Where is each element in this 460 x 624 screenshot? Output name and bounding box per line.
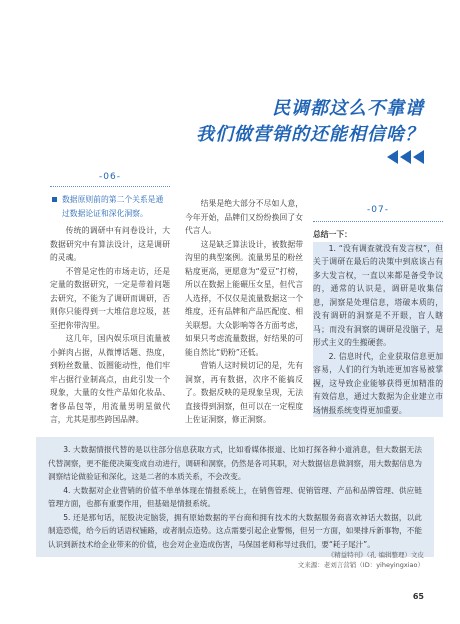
paragraph: 2. 信息时代，企业获取信息更加容易，人们的行为轨迹更加容易被掌握，这导致企业能够获得更加精准的有效信息，通过大数据为企业建立市场情报系统变得更加重要。 bbox=[313, 351, 443, 415]
paragraph: 5. 还是那句话，屁股决定脑袋，拥有原始数据的平台商和拥有技术的大数据服务商喜欢神话大数据，以此制造恐慌，给今后的话语权铺路，或者制点造势。这点需要引起企业警惕，但另一方面，如果排斥新事物，不能认识到新技术给企业带来的价值，也会对企业造成伤害，马保国老师称导过我们，要“耗子尾汁”。 bbox=[48, 512, 422, 549]
paragraph: 3. 大数据情报代替的是以往部分信息获取方式，比如看媒体报道、比如打探各种小道消息，但大数据无法代替洞察，更不能使决策变成自动进行，调研和洞察，仍然是各司其职，对大数据信息做洞察，用大数据信息为洞察结论做验证和深化，这是二者的本质关系，不会改变。 bbox=[48, 445, 422, 481]
section-number: -07- bbox=[367, 205, 389, 215]
credit-line-1: 《精益特刊》（孔 编辑整理）文皮 bbox=[327, 551, 424, 559]
article-credit bbox=[298, 550, 424, 570]
credit-line-2: 文来源：老刘言营销（ID：yiheyingxiao） bbox=[297, 561, 424, 569]
paragraph: 结果是绝大部分不尽如人意，今年开始，品牌们又纷纷换回了女代言人。 bbox=[185, 199, 303, 235]
top-blank-band bbox=[0, 0, 460, 80]
paragraph: 不管是定性的市场走访，还是定量的数据研究，一定是带着问题去研究，不能为了调研而调研，否则你只能得到一大堆信息垃圾，甚至把你带沟里。 bbox=[50, 266, 170, 330]
paragraph: 传统的调研中有问卷设计，大数据研究中有算法设计，这是调研的灵魂。 bbox=[50, 226, 170, 262]
column-1 bbox=[50, 170, 170, 427]
left-arrow-icon bbox=[400, 150, 411, 164]
paragraph: 这几年，国内娱乐项目流量被小鲜肉占据，从微博话题、热度，到粉丝数量、饭圈能动性，他们牢牢占据行业制高点，由此引发一个现象，大量的女性产品如化妆品、奢侈品包等，用流量男明星做代言，尤其是那些跨国品牌。 bbox=[50, 334, 170, 424]
section-subtitle: 数据原则前的第二个关系是通过数据论证和深化洞察。 bbox=[50, 193, 170, 220]
left-arrow-icon bbox=[413, 150, 424, 164]
headline bbox=[196, 96, 424, 148]
paragraph: 4. 大数据对企业营销的价值不单单体现在情报系统上，在销售管理、促销管理、产品和品牌管理、供应链管理方面，也都有重要作用，但基础是情报系统。 bbox=[48, 485, 422, 508]
arrows-decoration bbox=[387, 150, 424, 164]
paragraph: 营销人这时候切记的是，先有洞察，再有数据，次序不能搞反了。数据反映的是现象呈现，无法直接得到洞察，但可以在一定程度上佐证洞察，修正洞察。 bbox=[185, 361, 303, 424]
section-divider bbox=[313, 221, 443, 222]
paragraph: 这是缺乏算法设计，被数据带沟里的典型案例。流量男星的粉丝粘度更高，更愿意为“爱豆”打榜，所以在数据上能碾压女星，但代言人选择，不仅仅是流量数据这一个维度，还有品牌和产品匹配度、相关联想。大众影响等各方面考虑，如果只考虑流量数据，好结果的可能自然比“奶粉”还低。 bbox=[185, 239, 303, 357]
section-number: -06- bbox=[99, 172, 121, 182]
summary-block bbox=[36, 437, 434, 557]
highlighted-block bbox=[313, 242, 443, 418]
column-2 bbox=[185, 197, 303, 427]
headline-line-1: 民调都这么不靠谱 bbox=[272, 98, 424, 119]
section-divider bbox=[50, 186, 170, 187]
headline-line-2: 我们做营销的还能相信啥？ bbox=[196, 124, 424, 145]
page-number: 65 bbox=[412, 592, 424, 601]
column-3 bbox=[313, 203, 443, 417]
paragraph: 1. “没有调查就没有发言权”，但关于调研在最后的决策中到底该占有多大发言权，一直以来都是备受争议的，通常的认识是，调研是收集信息，洞察是处理信息，塔破本质的，没有调研的洞察是不开眼，盲人瞎马；而没有洞察的调研是没脑子，是形式主义的生搬硬套。 bbox=[313, 243, 443, 347]
summary-lead: 总结一下： bbox=[313, 230, 352, 239]
left-arrow-icon bbox=[387, 150, 398, 164]
